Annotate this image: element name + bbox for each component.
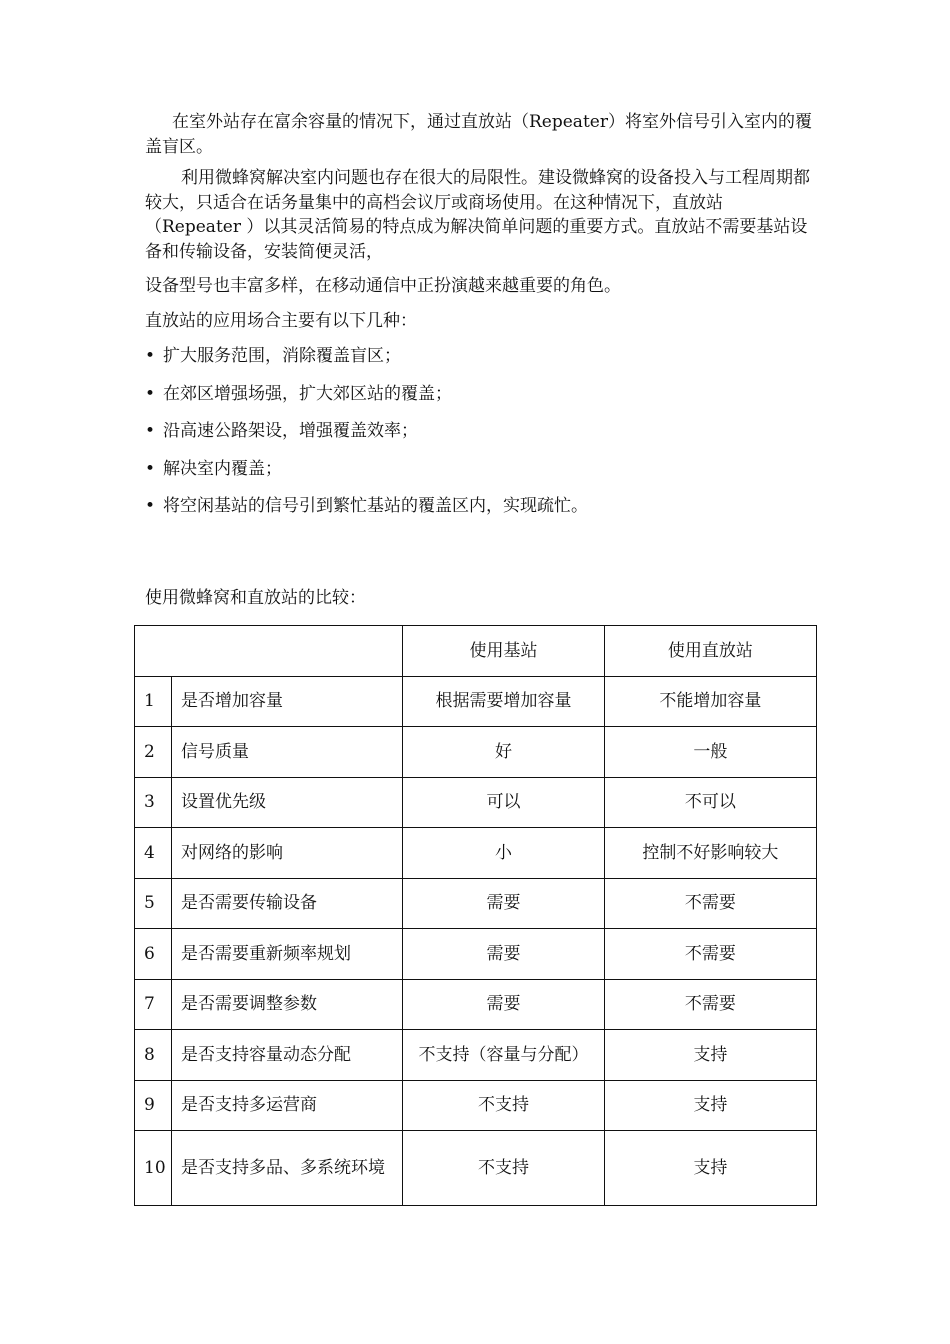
row-base-station-value: 根据需要增加容量	[403, 676, 604, 727]
row-item: 是否支持多运营商	[172, 1080, 403, 1131]
row-base-station-value: 不支持	[403, 1080, 604, 1131]
row-repeater-value: 一般	[604, 727, 816, 778]
row-base-station-value: 小	[403, 828, 604, 879]
bullet-icon: •	[145, 346, 156, 366]
row-number: 3	[135, 777, 172, 828]
paragraph-repeater-intro: 在室外站存在富余容量的情况下，通过直放站（Repeater）将室外信号引入室内的覆盖盲区。	[145, 112, 812, 157]
row-item: 是否增加容量	[172, 676, 403, 727]
header-cell-base-station: 使用基站	[403, 626, 604, 677]
row-item: 是否需要调整参数	[172, 979, 403, 1030]
row-base-station-value: 不支持	[403, 1131, 604, 1206]
paragraph-applications-intro: 直放站的应用场合主要有以下几种：	[145, 310, 417, 331]
row-base-station-value: 可以	[403, 777, 604, 828]
list-item	[145, 344, 817, 369]
table-caption: 使用微蜂窝和直放站的比较：	[145, 588, 366, 608]
row-repeater-value: 控制不好影响较大	[604, 828, 816, 879]
list-item-text: 在郊区增强场强，扩大郊区站的覆盖；	[163, 383, 452, 404]
row-number: 9	[135, 1080, 172, 1131]
row-repeater-value: 不需要	[604, 979, 816, 1030]
row-repeater-value: 支持	[604, 1131, 816, 1206]
row-item: 是否需要重新频率规划	[172, 929, 403, 980]
row-item: 设置优先级	[172, 777, 403, 828]
list-item	[145, 382, 817, 407]
table-row	[135, 1131, 817, 1206]
row-repeater-value: 不需要	[604, 878, 816, 929]
table-row	[135, 929, 817, 980]
list-item	[145, 419, 817, 444]
paragraph-microcell-limitations: 利用微蜂窝解决室内问题也存在很大的局限性。建设微蜂窝的设备投入与工程周期都较大，只适合在话务量集中的高档会议厅或商场使用。在这种情况下，直放站（Repeater ）以其灵活简易的特点成为解决简单问题的重要方式。直放站不需要基站设备和传输设备，安装简便灵活，	[145, 168, 810, 262]
row-item: 是否需要传输设备	[172, 878, 403, 929]
table-row	[135, 878, 817, 929]
row-number: 2	[135, 727, 172, 778]
row-item: 是否支持多品、多系统环境	[172, 1131, 403, 1206]
row-repeater-value: 支持	[604, 1080, 816, 1131]
row-base-station-value: 需要	[403, 979, 604, 1030]
list-item-text: 沿高速公路架设，增强覆盖效率；	[163, 421, 418, 441]
table-row	[135, 1030, 817, 1081]
bullet-icon: •	[145, 458, 156, 479]
row-number: 8	[135, 1030, 172, 1081]
bullet-icon: •	[145, 421, 156, 441]
table-row	[135, 676, 817, 727]
list-item	[145, 457, 817, 482]
table-row	[135, 828, 817, 879]
row-number: 5	[135, 878, 172, 929]
paragraph-equipment-models: 设备型号也丰富多样，在移动通信中正扮演越来越重要的角色。	[145, 276, 621, 296]
bullet-icon: •	[145, 496, 156, 516]
table-row	[135, 979, 817, 1030]
list-item-text: 将空闲基站的信号引到繁忙基站的覆盖区内，实现疏忙。	[163, 496, 588, 516]
row-item: 信号质量	[172, 727, 403, 778]
row-base-station-value: 好	[403, 727, 604, 778]
list-item-text: 扩大服务范围，消除覆盖盲区；	[163, 346, 401, 366]
row-base-station-value: 需要	[403, 929, 604, 980]
row-base-station-value: 不支持（容量与分配）	[403, 1030, 604, 1081]
table-row	[135, 1080, 817, 1131]
row-item: 是否支持容量动态分配	[172, 1030, 403, 1081]
row-base-station-value: 需要	[403, 878, 604, 929]
row-number: 1	[135, 676, 172, 727]
row-repeater-value: 不需要	[604, 929, 816, 980]
table-header-row	[135, 626, 817, 677]
list-item	[145, 494, 817, 519]
comparison-table	[134, 625, 817, 1206]
row-item: 对网络的影响	[172, 828, 403, 879]
row-number: 6	[135, 929, 172, 980]
row-number: 10	[135, 1131, 172, 1206]
table-row	[135, 727, 817, 778]
row-repeater-value: 不能增加容量	[604, 676, 816, 727]
row-number: 7	[135, 979, 172, 1030]
header-cell-repeater: 使用直放站	[604, 626, 816, 677]
list-item-text: 解决室内覆盖；	[163, 458, 282, 479]
table-row	[135, 777, 817, 828]
body-text	[145, 110, 817, 532]
application-list	[145, 344, 817, 519]
header-cell-empty	[135, 626, 403, 677]
bullet-icon: •	[145, 383, 156, 404]
row-repeater-value: 支持	[604, 1030, 816, 1081]
row-number: 4	[135, 828, 172, 879]
row-repeater-value: 不可以	[604, 777, 816, 828]
